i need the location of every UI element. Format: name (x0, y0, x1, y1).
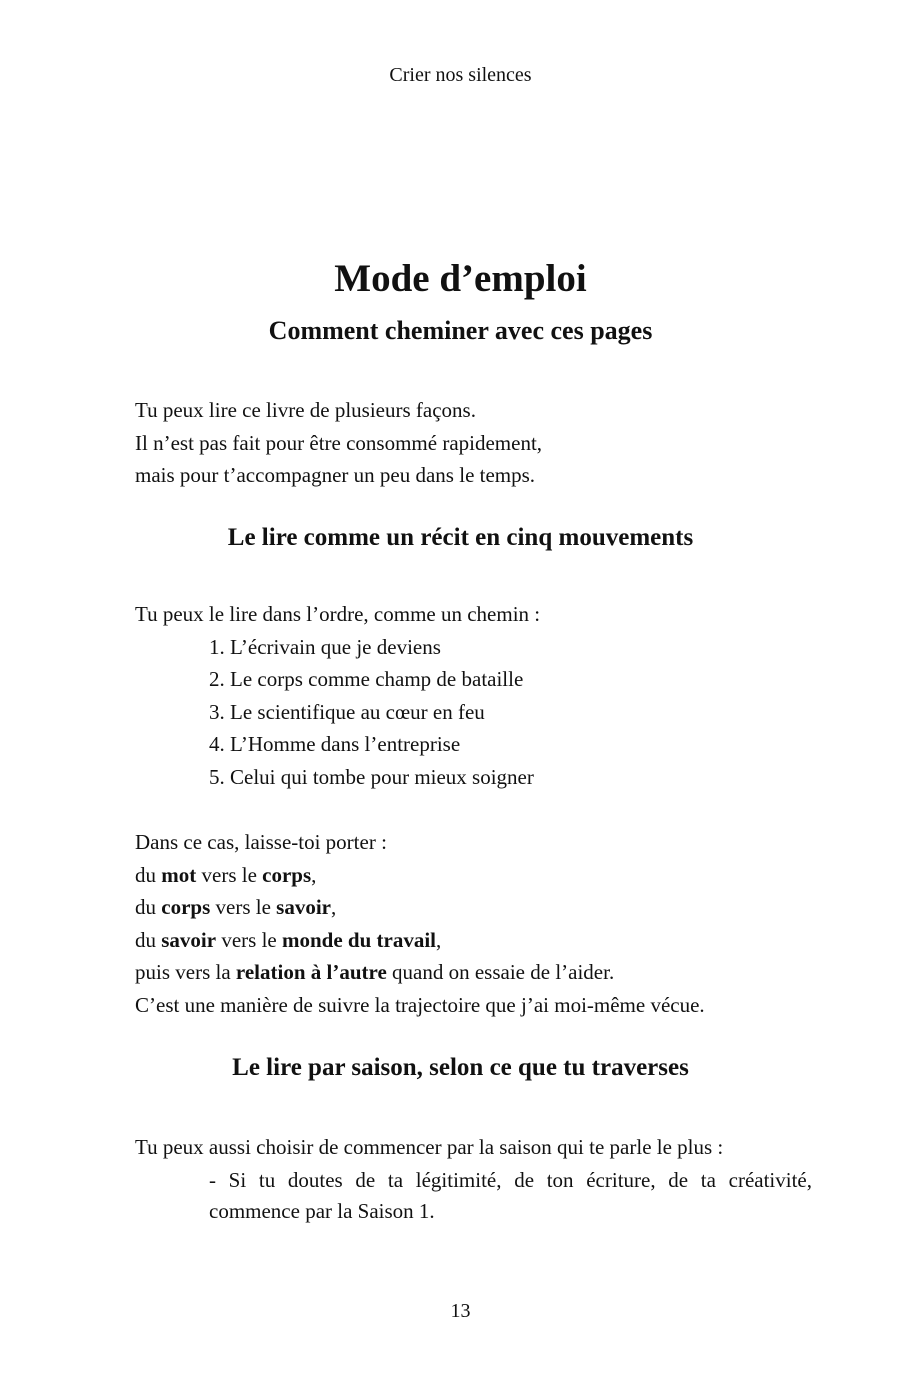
text-run: vers le (196, 862, 263, 887)
bold-term: corps (262, 862, 312, 887)
page-subtitle: Comment cheminer avec ces pages (268, 316, 653, 345)
movements-list (135, 631, 815, 794)
text-run: du (135, 895, 162, 919)
running-header: Crier nos silences (389, 64, 532, 86)
trajectory-paragraph (135, 826, 815, 1021)
paragraph-line (135, 859, 815, 892)
list-item: 1. L’écrivain que je deviens (209, 634, 441, 659)
bold-term: corps (161, 895, 211, 919)
text-run: , (330, 895, 337, 919)
list-item: 2. Le corps comme champ de bataille (209, 667, 524, 691)
text-run: vers le (210, 895, 277, 919)
bold-term: relation à l’autre (235, 960, 387, 984)
page-number: 13 (450, 1300, 471, 1322)
bold-term: monde du travail (281, 927, 436, 952)
paragraph-line (135, 956, 815, 989)
text-run: quand on essaie de l’aider. (386, 960, 615, 984)
page-title: Mode d’emploi (334, 257, 587, 300)
paragraph-line: C’est une manière de suivre la trajectoire que j’ai moi-même vécue. (135, 992, 705, 1017)
section-heading-recit: Le lire comme un récit en cinq mouvements (227, 524, 694, 551)
text-run: , (436, 927, 442, 952)
paragraph-line: Dans ce cas, laisse-toi porter : (135, 830, 387, 854)
saison-list-item: - Si tu doutes de ta légitimité, de ton écriture, de ta créativité, commence par la Saison 1. (209, 1168, 812, 1223)
list-item: 3. Le scientifique au cœur en feu (209, 699, 485, 724)
bold-term: savoir (276, 895, 331, 919)
text-run: , (311, 862, 317, 887)
text-run: du (135, 927, 162, 952)
text-run: vers le (216, 927, 282, 952)
section-heading-saison: Le lire par saison, selon ce que tu traverses (232, 1054, 689, 1081)
bold-term: mot (161, 862, 197, 887)
section-recit-body (135, 598, 815, 793)
bold-term: savoir (161, 927, 217, 952)
list-item: 4. L’Homme dans l’entreprise (209, 732, 461, 756)
intro-paragraph (135, 394, 815, 492)
section-lead: Tu peux le lire dans l’ordre, comme un chemin : (135, 602, 541, 626)
intro-line: Tu peux lire ce livre de plusieurs façons. (135, 398, 476, 422)
list-item: 5. Celui qui tombe pour mieux soigner (209, 764, 534, 789)
paragraph-line (135, 891, 815, 924)
intro-line: mais pour t’accompagner un peu dans le temps. (135, 463, 536, 487)
paragraph-line (135, 924, 815, 957)
section-saison-body (135, 1131, 815, 1164)
section-lead: Tu peux aussi choisir de commencer par la saison qui te parle le plus : (135, 1135, 724, 1159)
text-run: du (135, 862, 162, 887)
text-run: puis vers la (135, 960, 236, 984)
intro-line: Il n’est pas fait pour être consommé rapidement, (135, 430, 543, 455)
